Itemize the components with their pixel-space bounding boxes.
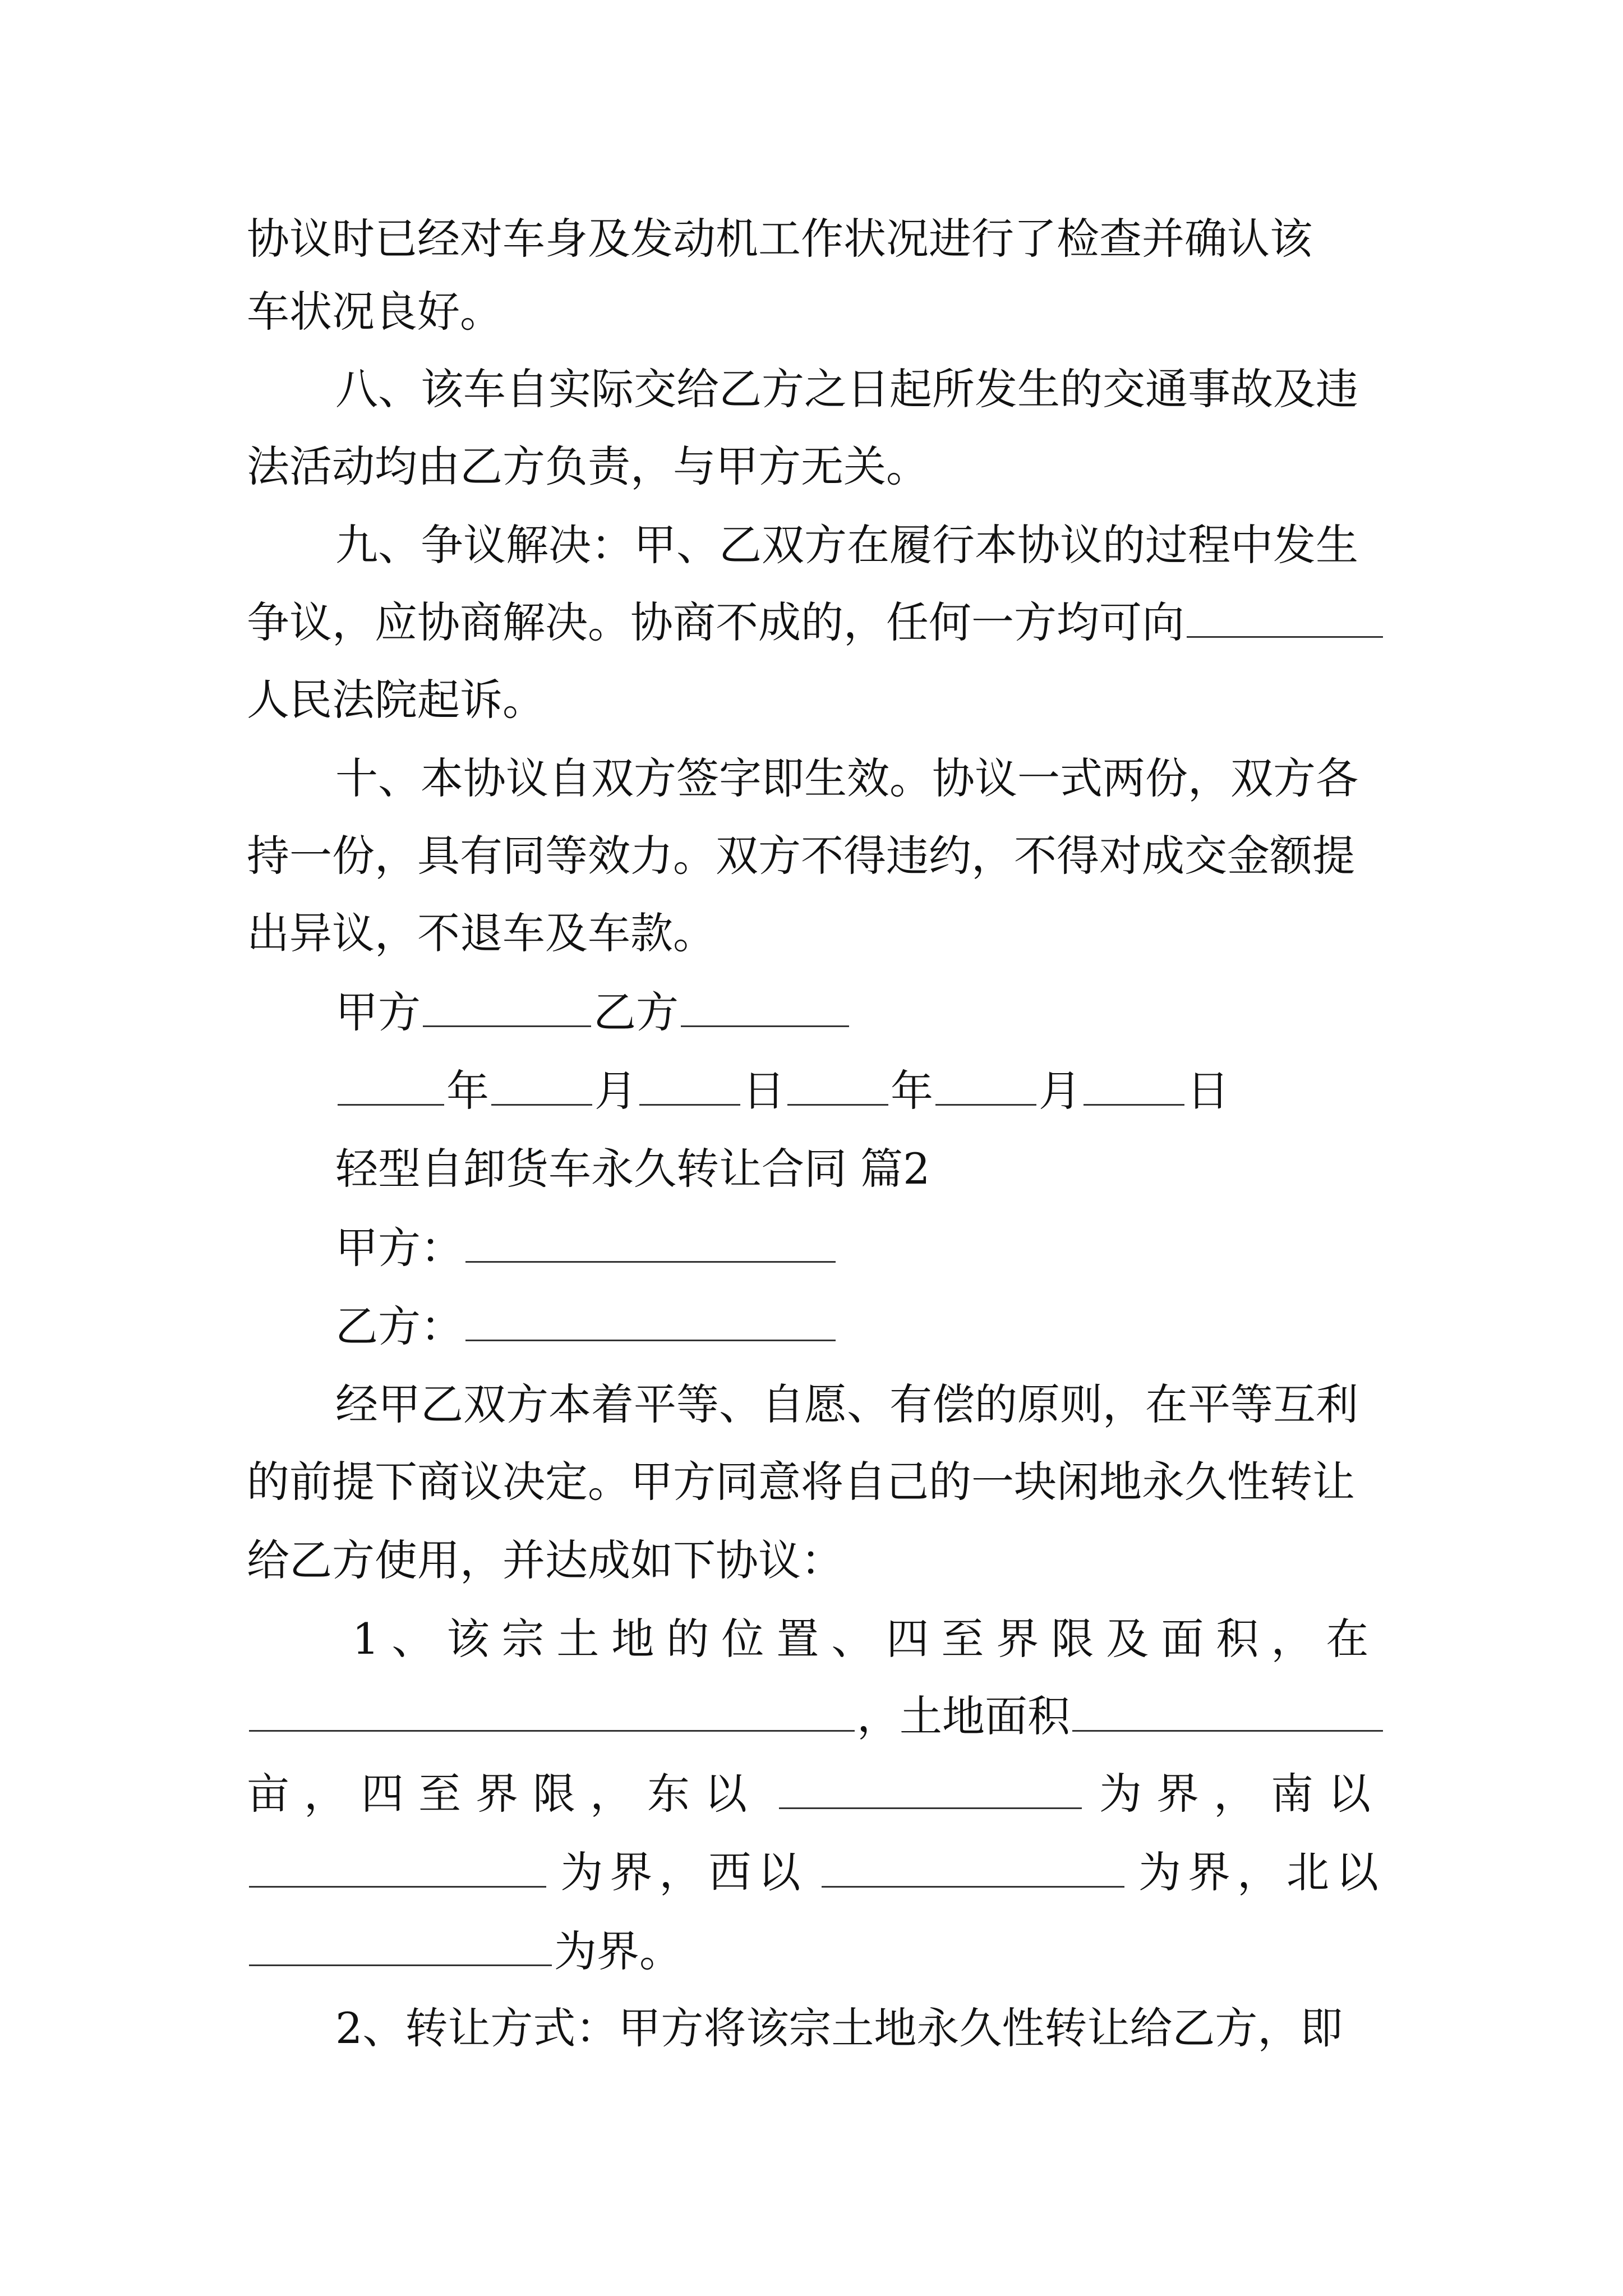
end-label: 为界。 — [554, 1926, 682, 1976]
clause-9-text: 争议，应协商解决。协商不成的，任何一方均可向 — [247, 597, 1184, 647]
party-a-sign-blank — [423, 985, 591, 1027]
party-a-line — [335, 1221, 1385, 1274]
clause-1-line-5 — [247, 1924, 1385, 1978]
clause-9-line-2 — [247, 596, 1385, 650]
west-blank — [822, 1846, 1124, 1888]
year-label-1: 年 — [446, 1066, 489, 1116]
party-b-line — [335, 1299, 1385, 1353]
clause-1-line-1: 1、该宗土地的位置、四至界限及面积，在 — [352, 1614, 1381, 1664]
month-label-1: 月 — [594, 1066, 637, 1116]
date-line — [335, 1064, 1385, 1117]
clause-8-line-1: 八、该车自实际交给乙方之日起所发生的交通事故及违 — [335, 364, 1358, 414]
east-blank — [779, 1767, 1082, 1809]
clause-9-line-1: 九、争议解决：甲、乙双方在履行本协议的过程中发生 — [335, 520, 1358, 570]
clause-1-line-3 — [247, 1767, 1385, 1821]
clause-10-line-3: 出异议，不退车及车款。 — [247, 908, 716, 958]
contract-title: 轻型自卸货车永久转让合同 篇2 — [335, 1144, 930, 1194]
clause-10-line-2: 持一份，具有同等效力。双方不得违约，不得对成交金额提 — [247, 831, 1355, 881]
intro-line-3: 给乙方使用，并达成如下协议： — [247, 1535, 843, 1585]
party-b-label: 乙方： — [335, 1301, 463, 1351]
clause-2-line-1: 2、转让方式：甲方将该宗土地永久性转让给乙方，即 — [335, 2003, 1343, 2053]
year-blank-2 — [787, 1064, 888, 1106]
day-label-2: 日 — [1187, 1066, 1229, 1116]
west-label: 为界，西以 — [560, 1847, 808, 1897]
day-blank-1 — [639, 1064, 740, 1106]
text-line-2: 车状况良好。 — [247, 287, 502, 337]
intro-line-2: 的前提下商议决定。甲方同意将自己的一块闲地永久性转让 — [247, 1457, 1355, 1507]
clause-1-line-4 — [247, 1846, 1385, 1899]
party-a-sign-label: 甲方 — [335, 987, 421, 1037]
north-blank — [249, 1924, 552, 1966]
month-label-2: 月 — [1039, 1066, 1081, 1116]
day-label-1: 日 — [743, 1066, 785, 1116]
mu-boundary-label: 亩，四至界限，东以 — [247, 1769, 762, 1819]
day-blank-2 — [1083, 1064, 1184, 1106]
north-label: 为界，北以 — [1138, 1847, 1385, 1897]
court-blank — [1187, 596, 1383, 638]
text-line-1: 协议时已经对车身及发动机工作状况进行了检查并确认该 — [247, 214, 1312, 264]
party-a-blank — [465, 1221, 836, 1263]
south-blank — [249, 1846, 546, 1888]
year-blank-1 — [338, 1064, 444, 1106]
area-label: ，土地面积 — [857, 1691, 1070, 1741]
month-blank-2 — [935, 1064, 1036, 1106]
party-b-blank — [465, 1299, 836, 1341]
location-blank — [249, 1690, 855, 1732]
month-blank-1 — [491, 1064, 592, 1106]
clause-10-line-1: 十、本协议自双方签字即生效。协议一式两份，双方各 — [335, 753, 1358, 803]
year-label-2: 年 — [891, 1066, 933, 1116]
south-label: 为界，南以 — [1099, 1769, 1385, 1819]
clause-9-line-3: 人民法院起诉。 — [247, 675, 545, 725]
party-b-sign-blank — [681, 985, 849, 1027]
clause-1-line-2 — [247, 1690, 1385, 1743]
area-blank — [1072, 1690, 1383, 1732]
intro-line-1: 经甲乙双方本着平等、自愿、有偿的原则，在平等互利 — [335, 1379, 1358, 1429]
clause-8-line-2: 法活动均由乙方负责，与甲方无关。 — [247, 441, 929, 491]
party-b-sign-label: 乙方 — [593, 987, 679, 1037]
party-a-label: 甲方： — [335, 1223, 463, 1273]
signature-line — [335, 985, 1385, 1039]
